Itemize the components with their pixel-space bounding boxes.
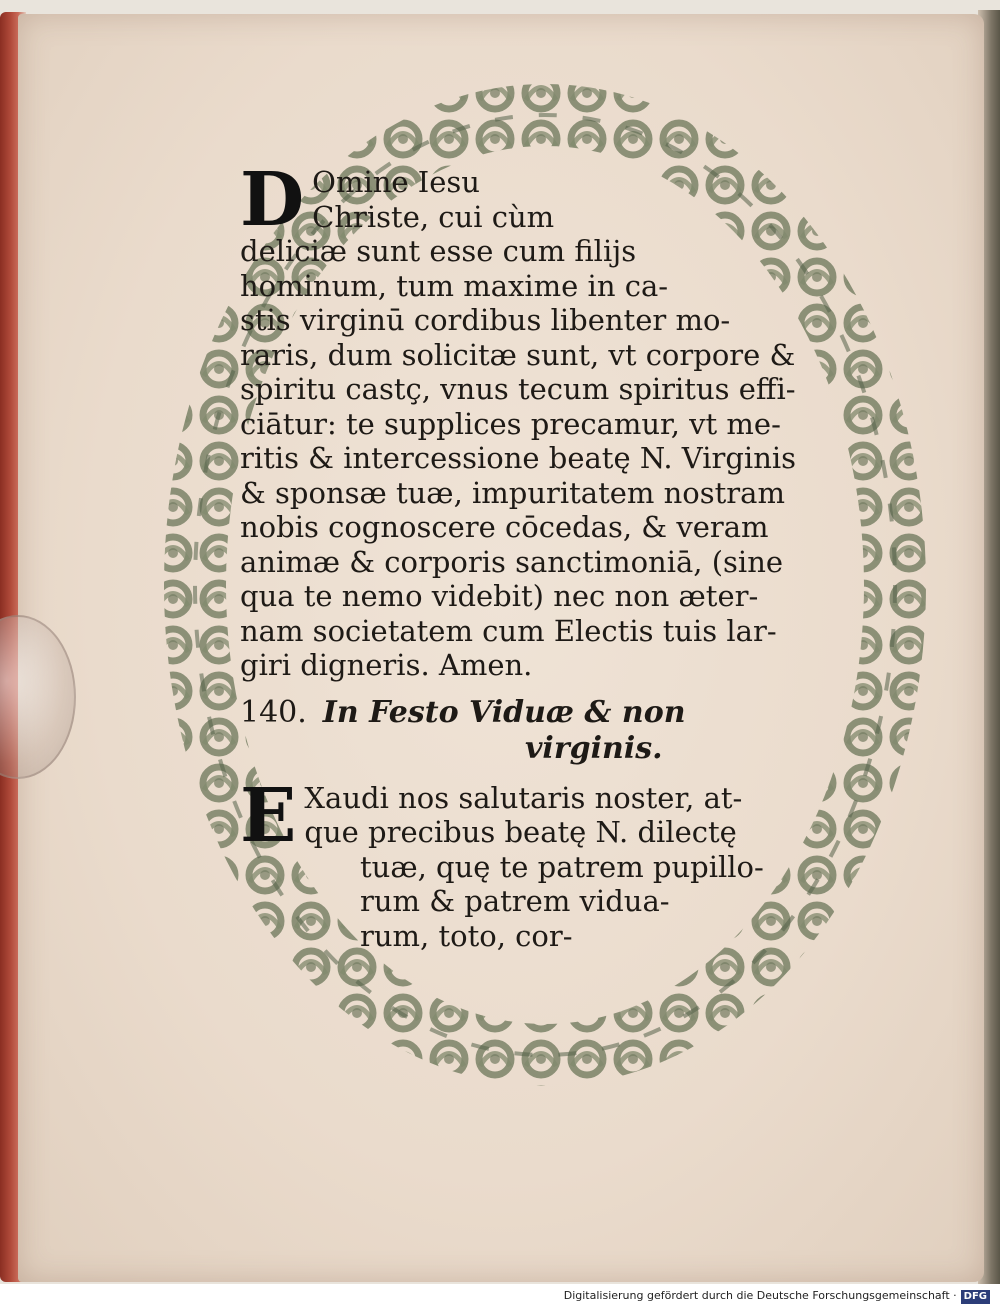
- text-line: raris, dum solicitæ sunt, vt corpore &: [240, 337, 796, 372]
- text-line: nobis cognoscere cōcedas, & veram: [240, 510, 769, 544]
- text-line: qua te nemo videbit) nec non æter-: [240, 579, 759, 613]
- text-line: nam societatem cum Electis tuis lar-: [240, 613, 777, 648]
- text-line: ritis & intercessione beatę N. Virginis: [240, 441, 797, 475]
- text-line: ciātur: te supplices precamur, vt me-: [240, 406, 781, 441]
- text-line: que precibus beatę N. dilectę: [304, 815, 737, 849]
- text-line: tuæ, quę te patrem pupillo-: [360, 849, 764, 884]
- text-line: rum, toto, cor-: [360, 918, 573, 953]
- text-line: stis virginū cordibus libenter mo-: [240, 303, 731, 337]
- text-line: hominum, tum maxime in ca-: [240, 268, 669, 303]
- dropcap-e: E: [240, 772, 297, 859]
- heading-title-line-1: In Festo Viduæ & non: [322, 694, 686, 730]
- dropcap-d: D: [240, 157, 305, 243]
- text-line: deliciæ sunt esse cum filijs: [240, 234, 637, 268]
- text-line: Omine Iesu: [312, 165, 480, 199]
- dfg-logo: DFG: [961, 1290, 990, 1304]
- section-number: 140.: [240, 694, 307, 730]
- prayer-text: [240, 157, 880, 953]
- section-heading: [240, 695, 880, 767]
- text-line: giri digneris. Amen.: [240, 648, 533, 682]
- text-line: rum & patrem vidua-: [360, 884, 670, 918]
- text-line: Xaudi nos salutaris noster, at-: [304, 780, 743, 815]
- text-line: & sponsæ tuæ, impuritatem nostram: [240, 475, 785, 510]
- funding-footer: [0, 1284, 1000, 1308]
- prayer-2: [240, 772, 880, 954]
- footer-text: Digitalisierung gefördert durch die Deutsche Forschungsgemeinschaft ·: [563, 1289, 957, 1302]
- prayer-1: [240, 157, 880, 683]
- text-line: Christe, cui cùm: [312, 199, 555, 234]
- heading-title-line-2: virginis.: [525, 730, 663, 766]
- text-line: spiritu castç, vnus tecum spiritus effi-: [240, 372, 796, 406]
- text-line: animæ & corporis sanctimoniā, (sine: [240, 544, 784, 579]
